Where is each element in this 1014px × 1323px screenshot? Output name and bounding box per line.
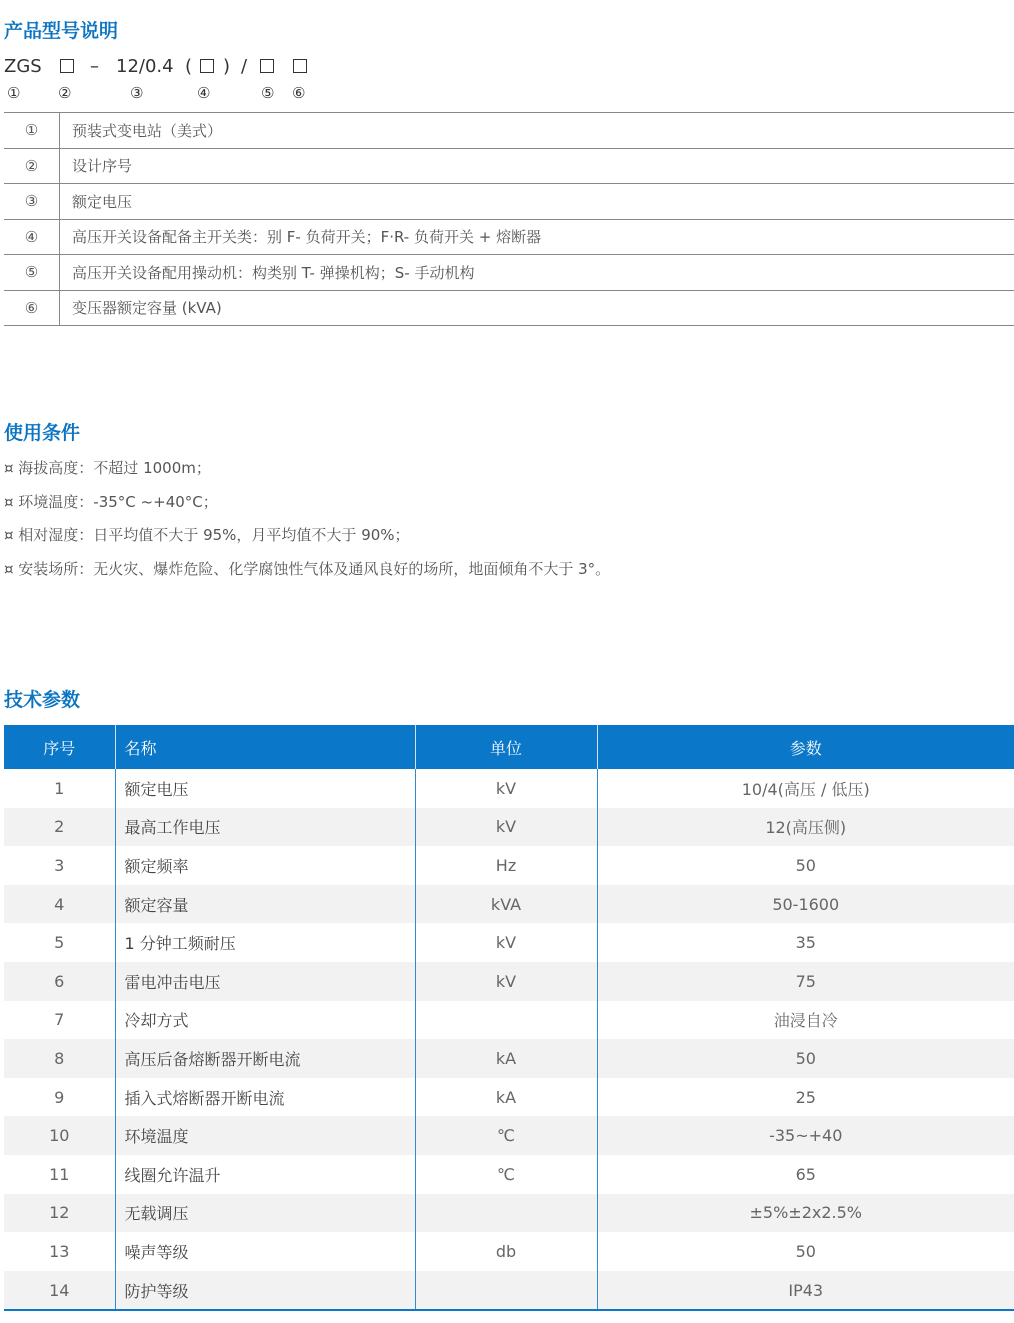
cell-name: 1 分钟工频耐压 — [115, 923, 415, 962]
row-index: ⑥ — [4, 290, 60, 326]
marker-3: ③ — [130, 84, 144, 102]
table-row — [4, 184, 1014, 220]
cell-index: 13 — [4, 1232, 115, 1271]
table-row — [4, 1271, 1014, 1311]
condition-site: ¤ 安装场所：无火灾、爆炸危险、化学腐蚀性气体及通风良好的场所，地面倾角不大于 3°。 — [4, 560, 611, 578]
cell-value: 50 — [795, 855, 816, 875]
row-description: 变压器额定容量 (kVA) — [60, 290, 1014, 326]
table-row — [4, 769, 1014, 808]
cell-index: 1 — [4, 769, 115, 808]
cell-index: 4 — [4, 885, 115, 924]
row-index: ④ — [4, 219, 60, 255]
cell-index: 10 — [4, 1116, 115, 1155]
model-code-voltage: 12/0.4 — [116, 56, 174, 77]
cell-name: 额定电压 — [115, 769, 415, 808]
cell-unit: kV — [415, 923, 597, 962]
cell-unit: kV — [415, 769, 597, 808]
marker-1: ① — [7, 84, 21, 102]
cell-index: 6 — [4, 962, 115, 1001]
cell-name: 最高工作电压 — [115, 808, 415, 847]
cell-value: -35~+40 — [597, 1116, 1014, 1155]
table-row — [4, 1155, 1014, 1194]
model-code-prefix: ZGS — [4, 56, 42, 77]
model-code-dash: – — [90, 56, 99, 77]
cell-name: 额定容量 — [115, 885, 415, 924]
cell-value: 50-1600 — [597, 885, 1014, 924]
cell-name: 雷电冲击电压 — [115, 962, 415, 1001]
table-row — [4, 1039, 1014, 1078]
header-name: 名称 — [115, 725, 415, 769]
cell-name: 额定频率 — [115, 846, 415, 885]
cell-index: 12 — [4, 1194, 115, 1233]
model-code-open-paren: ( — [185, 56, 193, 77]
table-row — [4, 923, 1014, 962]
table-row — [4, 1116, 1014, 1155]
cell-index: 3 — [4, 846, 115, 885]
row-index: ⑤ — [4, 255, 60, 291]
cell-unit: kVA — [415, 885, 597, 924]
model-code-close-paren: ) — [223, 56, 231, 77]
cell-unit: ℃ — [415, 1116, 597, 1155]
condition-temperature: ¤ 环境温度：-35°C ~+40°C； — [4, 493, 218, 511]
cell-unit: Hz — [415, 846, 597, 885]
cell-index: 8 — [4, 1039, 115, 1078]
model-table — [4, 112, 1014, 326]
marker-6: ⑥ — [292, 84, 306, 102]
cell-value: 35 — [795, 933, 816, 953]
cell-unit: kA — [415, 1078, 597, 1117]
row-description: 设计序号 — [60, 148, 1014, 184]
row-description: 额定电压 — [60, 184, 1014, 220]
row-description: 高压开关设备配用操动机：构类别 T- 弹操机构；S- 手动机构 — [60, 255, 1014, 291]
tech-params-table — [4, 725, 1014, 1311]
table-row — [4, 846, 1014, 885]
condition-humidity: ¤ 相对湿度：日平均值不大于 95%，月平均值不大于 90%； — [4, 526, 410, 544]
cell-value: 油浸自冷 — [773, 1011, 838, 1031]
tech-section-title: 技术参数 — [4, 689, 81, 711]
cell-value: 65 — [795, 1164, 816, 1184]
marker-4: ④ — [197, 84, 211, 102]
cell-name: 环境温度 — [115, 1116, 415, 1155]
placeholder-box-icon — [260, 59, 274, 73]
cell-unit — [415, 1271, 597, 1311]
cell-index: 9 — [4, 1078, 115, 1117]
cell-unit: kV — [415, 808, 597, 847]
cell-unit — [415, 1194, 597, 1233]
cell-unit: ℃ — [415, 1155, 597, 1194]
model-code-slash: / — [241, 56, 248, 77]
cell-name: 插入式熔断器开断电流 — [115, 1078, 415, 1117]
cell-name: 噪声等级 — [115, 1232, 415, 1271]
cell-value: 75 — [597, 962, 1014, 1001]
cell-value: 50 — [597, 1039, 1014, 1078]
table-row — [4, 962, 1014, 1001]
table-row — [4, 1232, 1014, 1271]
table-row — [4, 113, 1014, 149]
table-row — [4, 219, 1014, 255]
cell-unit — [415, 1001, 597, 1040]
row-description: 预装式变电站（美式） — [60, 113, 1014, 149]
table-row — [4, 1194, 1014, 1233]
cell-value: 12(高压侧) — [597, 808, 1014, 847]
cell-name: 防护等级 — [115, 1271, 415, 1311]
cell-unit: kA — [415, 1039, 597, 1078]
table-row — [4, 290, 1014, 326]
cell-unit: kV — [415, 962, 597, 1001]
condition-altitude: ¤ 海拔高度：不超过 1000m； — [4, 459, 211, 477]
cell-index: 7 — [4, 1001, 115, 1040]
cell-name: 高压后备熔断器开断电流 — [115, 1039, 415, 1078]
table-row — [4, 885, 1014, 924]
cell-name: 无载调压 — [115, 1194, 415, 1233]
header-value: 参数 — [597, 725, 1014, 769]
table-row — [4, 255, 1014, 291]
cell-value: 50 — [795, 1241, 816, 1261]
cell-value: IP43 — [597, 1271, 1014, 1311]
row-index: ② — [4, 148, 60, 184]
cell-value: 25 — [795, 1087, 816, 1107]
row-description: 高压开关设备配备主开关类：别 F- 负荷开关；F·R- 负荷开关 + 熔断器 — [60, 219, 1014, 255]
marker-2: ② — [58, 84, 72, 102]
marker-5: ⑤ — [261, 84, 275, 102]
table-row — [4, 1001, 1014, 1040]
cell-index: 11 — [4, 1155, 115, 1194]
conditions-section-title: 使用条件 — [4, 422, 81, 444]
row-index: ③ — [4, 184, 60, 220]
placeholder-box-icon — [60, 59, 74, 73]
table-row — [4, 1078, 1014, 1117]
cell-value: 10/4(高压 / 低压) — [741, 779, 870, 799]
cell-index: 5 — [4, 923, 115, 962]
cell-index: 14 — [4, 1271, 115, 1311]
table-row — [4, 808, 1014, 847]
header-index: 序号 — [4, 725, 115, 769]
placeholder-box-icon — [293, 59, 307, 73]
cell-name: 线圈允许温升 — [115, 1155, 415, 1194]
model-section-title: 产品型号说明 — [4, 20, 119, 42]
header-unit: 单位 — [415, 725, 597, 769]
placeholder-box-icon — [200, 59, 214, 73]
cell-unit: db — [415, 1232, 597, 1271]
cell-name: 冷却方式 — [115, 1001, 415, 1040]
table-row — [4, 148, 1014, 184]
cell-index: 2 — [4, 808, 115, 847]
cell-value: ±5%±2x2.5% — [597, 1194, 1014, 1233]
row-index: ① — [4, 113, 60, 149]
table-header-row — [4, 725, 1014, 769]
